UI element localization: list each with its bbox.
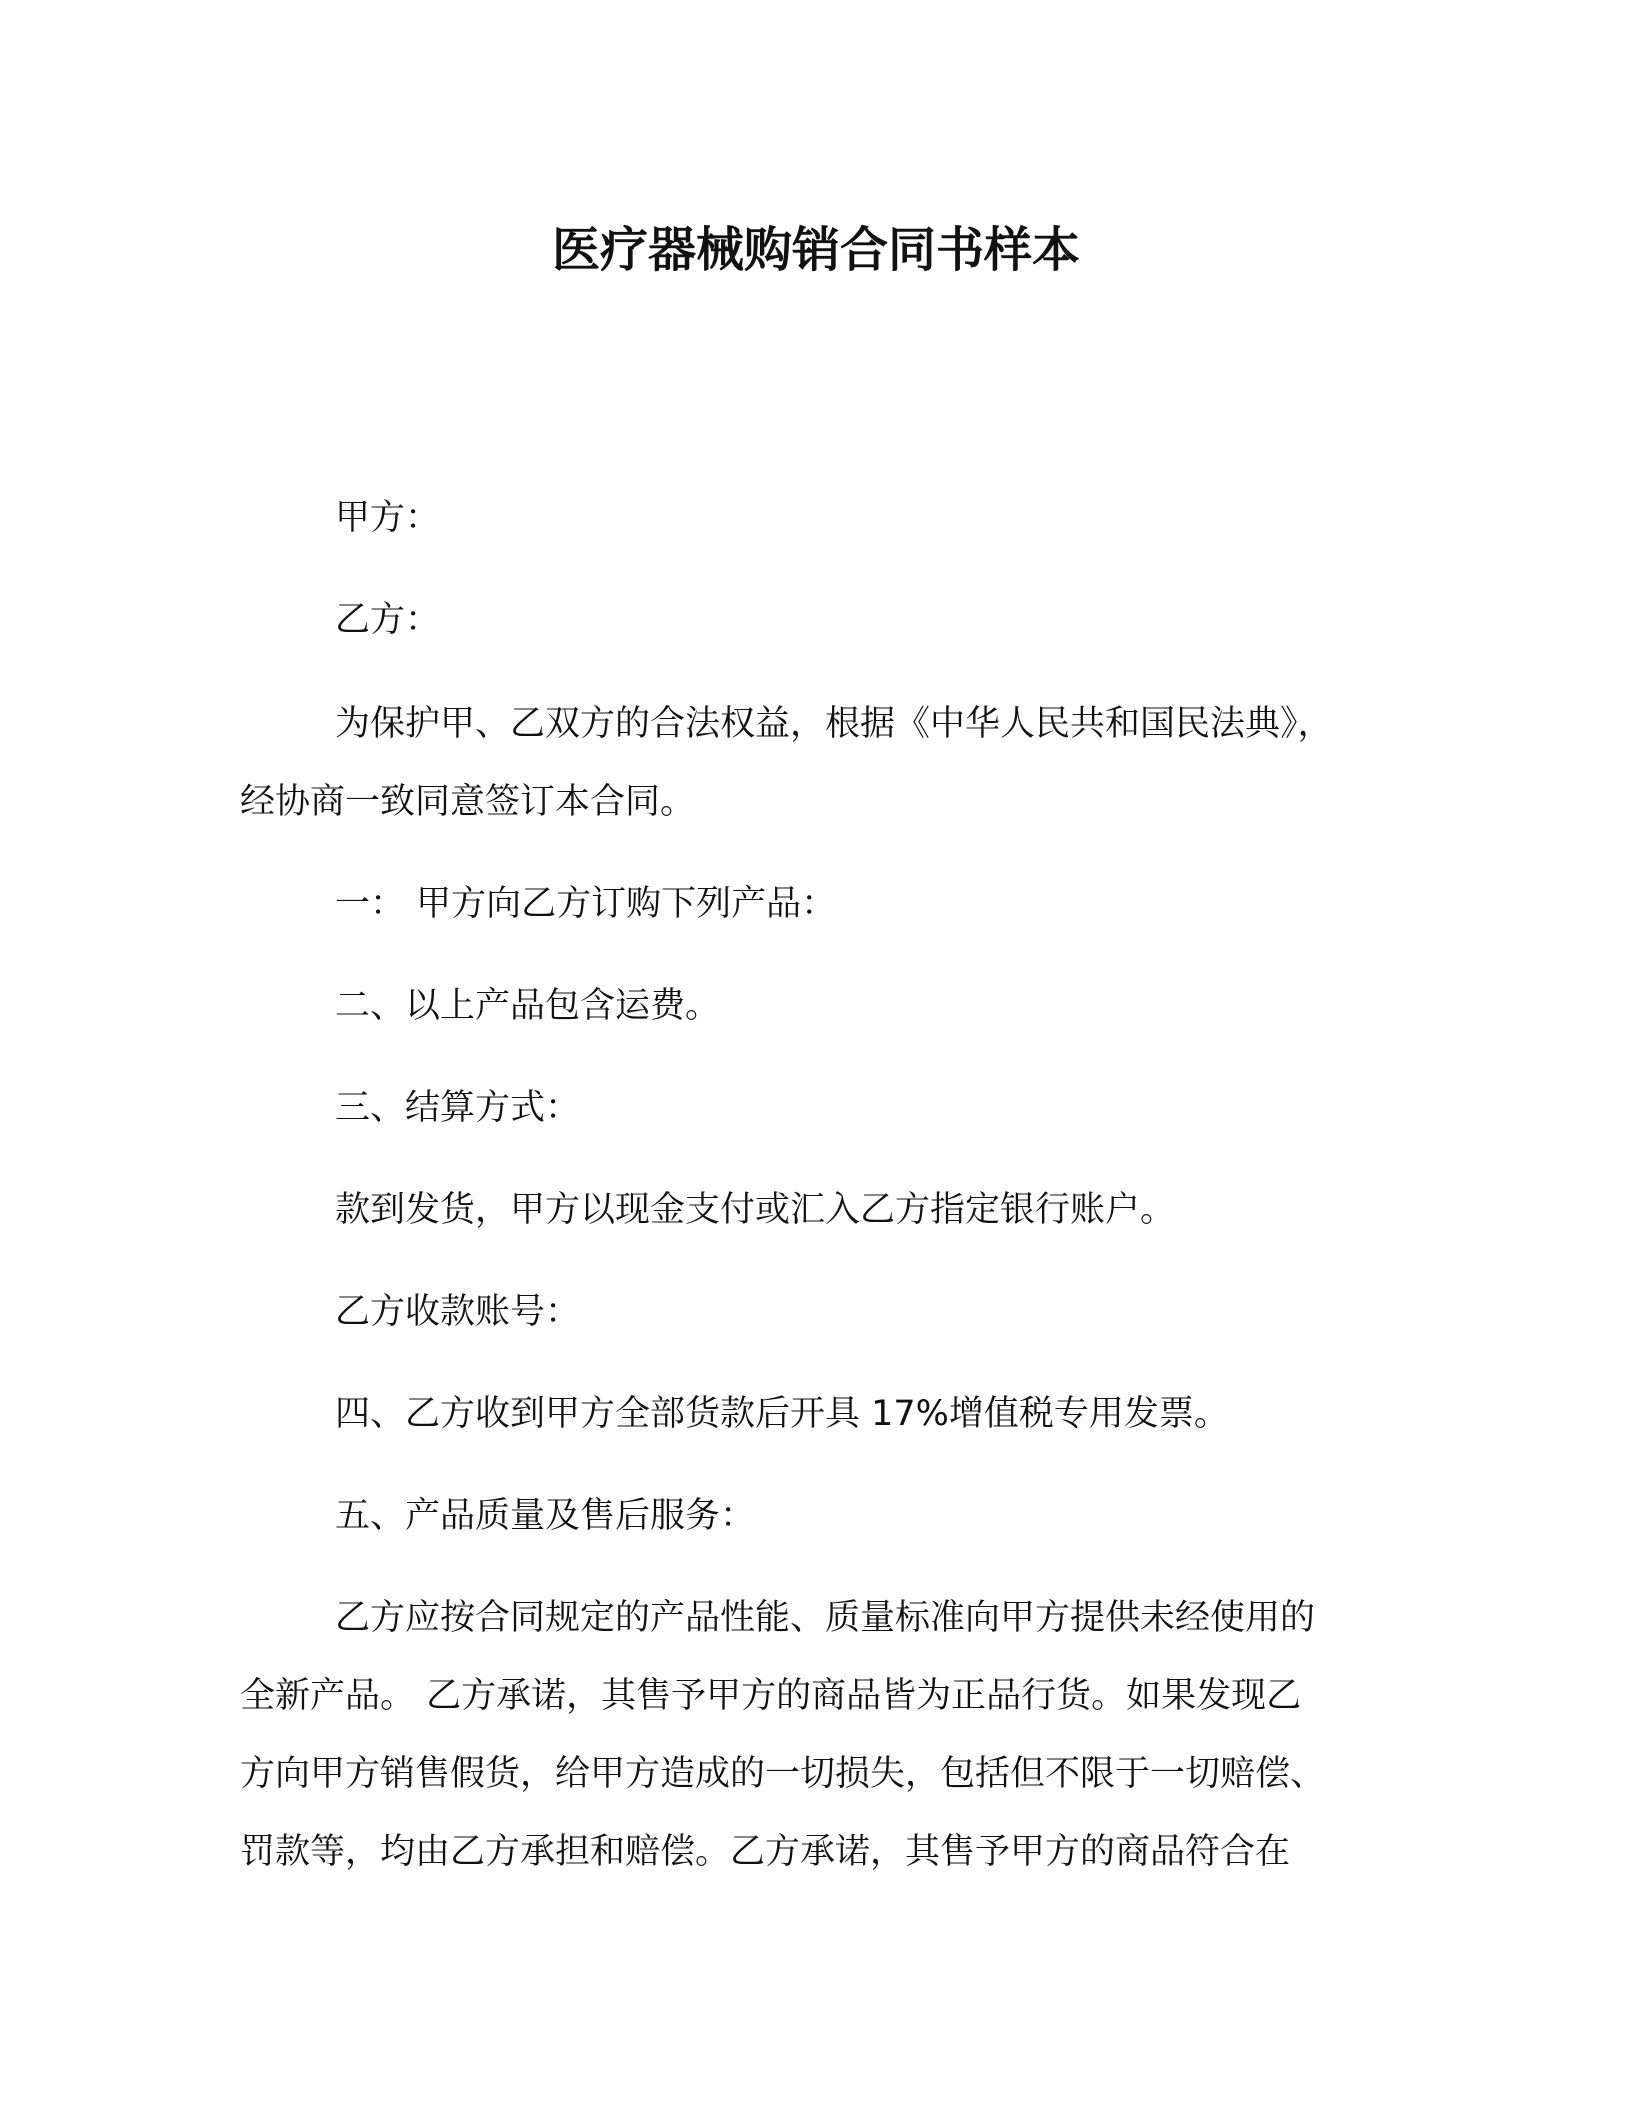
clause-5-line-3: 方向甲方销售假货，给甲方造成的一切损失，包括但不限于一切赔偿、 bbox=[240, 1754, 1326, 1794]
clause-1: 一： 甲方向乙方订购下列产品： bbox=[335, 884, 837, 924]
clause-3-detail: 款到发货，甲方以现金支付或汇入乙方指定银行账户。 bbox=[335, 1190, 1176, 1230]
clause-5-line-4: 罚款等，均由乙方承担和赔偿。乙方承诺，其售予甲方的商品符合在 bbox=[240, 1832, 1291, 1872]
party-b-label: 乙方： bbox=[335, 600, 441, 640]
intro-line-2: 经协商一致同意签订本合同。 bbox=[240, 782, 696, 822]
intro-line-1: 为保护甲、乙双方的合法权益，根据《中华人民共和国民法典》， bbox=[335, 704, 1333, 744]
clause-4: 四、乙方收到甲方全部货款后开具 17%增值税专用发票。 bbox=[335, 1394, 1229, 1434]
clause-5: 五、产品质量及售后服务： bbox=[335, 1496, 756, 1536]
clause-3: 三、结算方式： bbox=[335, 1088, 581, 1128]
document-title: 医疗器械购销合同书样本 bbox=[551, 222, 1080, 278]
clause-3-account: 乙方收款账号： bbox=[335, 1292, 581, 1332]
clause-5-line-1: 乙方应按合同规定的产品性能、质量标准向甲方提供未经使用的 bbox=[335, 1598, 1316, 1638]
clause-5-line-2: 全新产品。 乙方承诺，其售予甲方的商品皆为正品行货。如果发现乙 bbox=[240, 1676, 1302, 1716]
party-a-label: 甲方： bbox=[335, 498, 441, 538]
clause-2: 二、以上产品包含运费。 bbox=[335, 986, 721, 1026]
